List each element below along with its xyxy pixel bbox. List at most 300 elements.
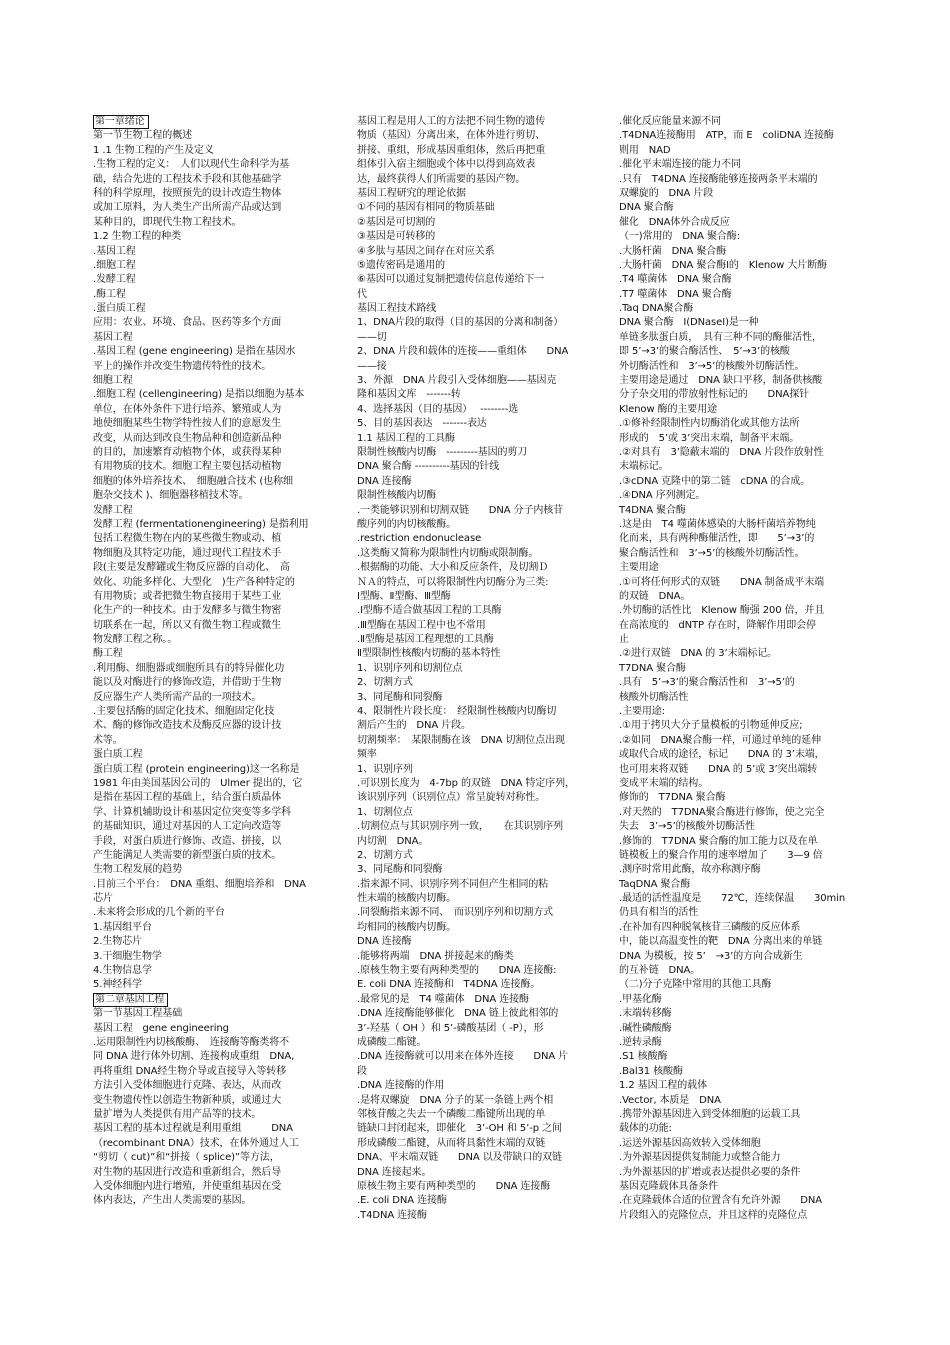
text-line [357, 647, 595, 661]
text-line [357, 432, 595, 446]
text-line-content: 邻核苷酸之失去一个磷酸二酯键所出现的单 [357, 1108, 546, 1120]
text-line [357, 604, 595, 618]
text-line [93, 763, 329, 777]
text-line [357, 1194, 595, 1208]
text-line-content: 外切酶活性和 3’→5’的核酸外切酶活性。 [619, 360, 805, 372]
text-line [93, 187, 329, 201]
text-line-content: 形成的 5’或 3’突出末端，制备平末端。 [619, 432, 800, 444]
text-line [93, 273, 329, 287]
text-line [619, 1209, 859, 1223]
text-line-content: 1.2 生物工程的种类 [93, 231, 181, 243]
text-line [93, 1137, 329, 1151]
text-line [357, 216, 595, 230]
text-line [93, 345, 329, 359]
text-line-content: .同裂酶指来源不同、 而识别序列和切割方式 [357, 907, 554, 919]
text-line [93, 820, 329, 834]
text-line [357, 878, 595, 892]
text-line-content: 胞杂交技术 )、细胞器移植技术等。 [93, 490, 249, 502]
text-line-content: 体内表达，产生出人类需要的基因。 [93, 1195, 252, 1207]
text-line [357, 259, 595, 273]
text-line-content: 止 [619, 634, 629, 646]
text-line [619, 374, 859, 388]
text-line [619, 201, 859, 215]
text-line [93, 1007, 329, 1021]
text-line [619, 719, 859, 733]
text-line-content: 的基础知识，通过对基因的人工定向改造等 [93, 821, 282, 833]
text-line [93, 719, 329, 733]
text-line-content: .催化反应能量来源不同 [619, 116, 722, 127]
text-line [357, 662, 595, 676]
text-line-content: 1.基因组平台 [93, 921, 152, 933]
text-line [357, 360, 595, 374]
text-line-content: 基因工程 [93, 331, 133, 343]
text-line [619, 849, 859, 863]
text-line-content: 酸序列的内切核酸酶。 [357, 518, 456, 530]
text-line-content: .T7 噬菌体 DNA 聚合酶 [619, 288, 732, 300]
text-line [93, 878, 329, 892]
text-line-content: DNA 聚合酶 [619, 202, 674, 214]
text-line [619, 950, 859, 964]
text-line [93, 576, 329, 590]
text-line-content: 均相同的核酸内切酶。 [357, 921, 456, 933]
text-line-content: 某种目的，即现代生物工程技术。 [93, 216, 242, 228]
text-line-content: 也可用来将双链 DNA 的 5’或 3’突出端转 [619, 763, 818, 775]
text-line-content: 基因克隆载体具备条件 [619, 1180, 718, 1192]
text-line-content: ⑤遗传密码是通用的 [357, 259, 446, 271]
text-line-content: 内切割 DNA。 [357, 835, 429, 847]
text-line [93, 590, 329, 604]
text-line-content: 变成平末端的结构。 [619, 777, 709, 789]
text-line [357, 1137, 595, 1151]
text-line-content: .利用酶、细胞器或细胞所具有的特异催化功 [93, 662, 285, 674]
text-line-content: 再将重组 DNA经生物介导或直接导入等转移 [93, 1065, 287, 1077]
text-line [93, 619, 329, 633]
text-line [619, 388, 859, 402]
text-line [93, 676, 329, 690]
text-line [93, 647, 329, 661]
text-line [619, 1137, 859, 1151]
text-line [93, 1180, 329, 1194]
text-line [619, 763, 859, 777]
text-line [357, 446, 595, 460]
text-line [93, 259, 329, 273]
text-line-content: 催化 DNA体外合成反应 [619, 216, 730, 228]
text-line-content: .基因工程 (gene engineering) 是指在基因水 [93, 346, 296, 358]
text-line [357, 302, 595, 316]
text-line [619, 1166, 859, 1180]
text-line [619, 1065, 859, 1079]
text-line [93, 216, 329, 230]
text-line [93, 302, 329, 316]
text-line-content: 反应器生产人类所需产品的一项技术。 [93, 691, 262, 703]
text-line [619, 302, 859, 316]
text-line [357, 547, 595, 561]
text-line-content: .Ⅱ型酶是基因工程理想的工具酶 [357, 634, 494, 646]
text-line [93, 705, 329, 719]
text-line-content: Ⅰ型酶、Ⅱ型酶、Ⅲ型酶 [357, 590, 451, 602]
text-line-content: .只有 T4DNA 连接酶能够连接两条平末端的 [619, 173, 818, 185]
text-line-content: .T4DNA连接酶用 ATP，而 E coliDNA 连接酶 [619, 130, 834, 142]
text-line [619, 1122, 859, 1136]
text-line-content: .④DNA 序列测定。 [619, 490, 706, 502]
text-line [619, 273, 859, 287]
text-line [93, 604, 329, 618]
text-line [357, 331, 595, 345]
text-line [619, 748, 859, 762]
text-line [357, 316, 595, 330]
text-line-content: .DNA 连接酶能够催化 DNA 链上彼此相邻的 [357, 1008, 559, 1020]
text-line-content: 的目的，加速繁育动植物个体，或获得某种 [93, 446, 282, 458]
text-line-content: .最适的活性温度是 72℃，连续保温 30min [619, 893, 846, 905]
text-line-content: .Vector, 本质是 DNA [619, 1094, 721, 1106]
text-line-content: 或加工原料，为人类生产出所需产品或达到 [93, 202, 282, 214]
text-line-content: .具有 5’→3’的聚合酶活性和 3’→5’的 [619, 677, 795, 689]
text-line-content: （二)分子克隆中常用的其他工具酶 [619, 979, 772, 991]
text-line [93, 1065, 329, 1079]
text-line [357, 230, 595, 244]
text-line-content: 1、识别序列和切割位点 [357, 662, 463, 674]
text-line [619, 316, 859, 330]
text-line [357, 403, 595, 417]
text-line [93, 748, 329, 762]
text-line-content: 或取代合成的途径，标记 DNA 的 3’末端， [619, 749, 825, 761]
text-line [619, 446, 859, 460]
text-line [619, 1180, 859, 1194]
text-line [619, 1108, 859, 1122]
text-line-content: 蛋白质工程 [93, 749, 143, 761]
text-line-content: 聚合酶活性和 3’→5’的核酸外切酶活性。 [619, 547, 805, 559]
text-line [357, 863, 595, 877]
text-line-content: 限制性核酸内切酶 ---------基因的剪刀 [357, 446, 528, 458]
text-line [357, 835, 595, 849]
text-line [619, 504, 859, 518]
text-line [357, 1094, 595, 1108]
text-line [93, 432, 329, 446]
text-line [357, 576, 595, 590]
text-line-content: 该识别序列（识别位点）常呈旋转对称性。 [357, 792, 546, 804]
text-line [619, 691, 859, 705]
text-line-content: 基因工程 gene engineering [93, 1022, 229, 1034]
text-line [93, 892, 329, 906]
text-line-content: .T4DNA 连接酶 [357, 1209, 427, 1221]
text-line [357, 374, 595, 388]
text-line [619, 705, 859, 719]
text-line-content: Klenow 酶的主要用途 [619, 403, 718, 415]
text-line-content: 4.生物信息学 [93, 965, 152, 977]
text-line-content: 础，结合先进的工程技术手段和其他基础学 [93, 173, 282, 185]
text-line [93, 547, 329, 561]
text-line [93, 460, 329, 474]
text-line-content: DNA 聚合酶 I(DNaseI)是一种 [619, 317, 759, 329]
text-line-content: 2、DNA 片段和载体的连接——重组体 DNA [357, 346, 569, 358]
text-line [93, 1022, 329, 1036]
text-line-content: 方法引入受体细胞进行克隆、表达，从而改 [93, 1080, 282, 1092]
text-line [93, 662, 329, 676]
text-line [357, 245, 595, 259]
text-line-content: .修饰的 T7DNA 聚合酶的加工能力以及在单 [619, 835, 818, 847]
text-line-content: Ⅱ型限制性核酸内切酶的基本特性 [357, 648, 501, 660]
text-line [619, 259, 859, 273]
text-line-content: ⑥基因可以通过复制把遗传信息传递给下一 [357, 274, 545, 286]
text-line-content: 分子杂交用的带放射性标记的 DNA探针 [619, 389, 810, 401]
text-line [357, 921, 595, 935]
text-line-content: .切割位点与其识别序列一致， 在其识别序列 [357, 821, 563, 833]
text-line [93, 374, 329, 388]
text-line-content: T4DNA 聚合酶 [619, 504, 686, 516]
text-line-content: 隆和基因文库 -------转 [357, 389, 461, 401]
text-line-content: .蛋白质工程 [93, 303, 146, 315]
text-line-content: .为外源基因提供复制能力或整合能力 [619, 1152, 781, 1164]
text-line [357, 950, 595, 964]
text-line-content: DNA 为模板，按 5’ →3’的方向合成新生 [619, 950, 803, 962]
text-line-content: 细胞工程 [93, 375, 133, 387]
text-line-content: 切割频率： 某限制酶在该 DNA 切割位点出现 [357, 734, 565, 746]
text-line [93, 403, 329, 417]
text-line [357, 763, 595, 777]
text-line-content: ——切 [357, 331, 387, 343]
text-line-content: 改变，从而达到改良生物品种和创造新品种 [93, 432, 282, 444]
text-line-content: .原核生物主要有两种类型的 DNA 连接酶: [357, 965, 557, 977]
text-line [357, 1122, 595, 1136]
text-line [357, 719, 595, 733]
text-line-content: .酶工程 [93, 288, 126, 300]
text-line-content: 1、切割位点 [357, 806, 413, 818]
text-line-content: 能以及对酶进行的修饰改造，并借助于生物 [93, 677, 282, 689]
text-line [619, 547, 859, 561]
text-line-content: 的互补链 DNA。 [619, 965, 701, 977]
text-line-content: 即 5’→3’的聚合酶活性、 5’→3’的核酸 [619, 346, 790, 358]
text-line-content: .未来将会形成的几个新的平台 [93, 907, 225, 919]
text-line-content: .一类能够识别和切割双链 DNA 分子内核苷 [357, 504, 564, 516]
text-line-content: 形成磷酸二酯键，从而将具黏性末端的双链 [357, 1137, 546, 1149]
text-line-content: 蛋白质工程 (protein engineering)这一名称是 [93, 763, 300, 775]
text-line-content: .大肠杆菌 DNA 聚合酶Ⅰ的 Klenow 大片断酶 [619, 259, 827, 271]
text-line-content: 3、同尾酶和同裂酶 [357, 691, 443, 703]
text-line-content: 酶工程 [93, 648, 123, 660]
text-line-content: 效化、功能多样化、大型化 )生产各种特定的 [93, 576, 295, 588]
text-line-content: 第一章绪论 [93, 115, 149, 129]
text-line-content: ③基因是可转移的 [357, 231, 436, 243]
text-line-content: 科的科学原理，按照预先的设计改造生物体 [93, 187, 282, 199]
text-line [93, 1094, 329, 1108]
text-line-content: .Ⅰ型酶不适合做基因工程的工具酶 [357, 605, 502, 617]
text-line [93, 504, 329, 518]
text-line [357, 1079, 595, 1093]
text-line [93, 1108, 329, 1122]
text-line [619, 604, 859, 618]
text-line-content: 有用物质；或者把微生物直接用于某些工业 [93, 590, 282, 602]
text-line-content: DNA 聚合酶 ----------基因的针线 [357, 461, 500, 473]
text-line-content: 同 DNA 进行体外切割、连接构成重组 DNA, [93, 1051, 295, 1063]
text-line-content: .T4 噬菌体 DNA 聚合酶 [619, 274, 732, 286]
text-line [357, 1036, 595, 1050]
column-3 [619, 115, 859, 1223]
text-line [357, 1209, 595, 1223]
text-line-content: .②如同 DNA聚合酶一样，可通过单纯的延伸 [619, 734, 821, 746]
text-line [93, 835, 329, 849]
text-line [619, 403, 859, 417]
text-line-content: 1、DNA片段的取得（目的基因的分离和制备） [357, 317, 564, 329]
text-line-content: 失去 3’→5’的核酸外切酶活性 [619, 821, 755, 833]
text-line [93, 964, 329, 978]
text-line [93, 518, 329, 532]
text-line [93, 777, 329, 791]
text-line-content: 则用 NAD [619, 144, 671, 156]
text-line [619, 892, 859, 906]
text-line-content: ②基因是可切割的 [357, 216, 436, 228]
text-line-content: 原核生物主要有两种类型的 DNA 连接酶 [357, 1180, 551, 1192]
text-line-content: .是将双螺旋 DNA 分子的某一条链上两个相 [357, 1094, 554, 1106]
text-line [357, 489, 595, 503]
text-line [619, 129, 859, 143]
text-line [619, 993, 859, 1007]
text-line [619, 518, 859, 532]
text-line [619, 633, 859, 647]
text-line [357, 144, 595, 158]
text-line [619, 489, 859, 503]
text-line [357, 417, 595, 431]
text-line-content: 第二章基因工程 [93, 993, 168, 1007]
text-line [93, 417, 329, 431]
text-line-content: .指来源不同、识别序列不同但产生相同的粘 [357, 878, 549, 890]
text-line-content: .①修补经限制性内切酶消化或其他方法所 [619, 418, 800, 430]
text-line [357, 158, 595, 172]
text-line-content: .基因工程 [93, 245, 136, 257]
text-line [619, 777, 859, 791]
text-line-content: .restriction endonuclease [357, 533, 482, 545]
text-line [357, 532, 595, 546]
text-line-content: .大肠杆菌 DNA 聚合酶 [619, 245, 727, 257]
text-line [93, 978, 329, 992]
text-line [619, 1007, 859, 1021]
text-line [93, 331, 329, 345]
text-line-content: .细胞工程 [93, 259, 136, 271]
text-line [357, 1065, 595, 1079]
text-line-content: 物发酵工程之称。。 [93, 634, 178, 646]
text-line [93, 1079, 329, 1093]
text-line-content: ①不同的基因有相同的物质基础 [357, 202, 495, 214]
text-line-content: .②进行双链 DNA 的 3’末端标记。 [619, 648, 778, 660]
text-line-content: 对生物的基因进行改造和重新组合，然后导 [93, 1166, 282, 1178]
text-line-content: 基因工程是用人工的方法把不同生物的遗传 [357, 116, 546, 127]
text-line [93, 1194, 329, 1208]
text-line-content: 4、限制性片段长度： 经限制性核酸内切酶切 [357, 706, 557, 718]
text-line [619, 906, 859, 920]
text-line [619, 1022, 859, 1036]
text-line-content: 片段组入的克隆位点，并且这样的克隆位点 [619, 1209, 808, 1221]
text-line-content: 地使细胞某些生物学特性按人们的意愿发生 [93, 418, 282, 430]
text-line [619, 331, 859, 345]
text-line [93, 129, 329, 143]
text-line-content: TaqDNA 聚合酶 [619, 878, 691, 890]
text-line [619, 935, 859, 949]
text-line-content: 包括工程微生物在内的某些微生物或动、植 [93, 533, 282, 545]
text-line [357, 288, 595, 302]
text-line-content: ＮＡ的特点，可以将限制性内切酶分为三类: [357, 576, 549, 588]
text-line [93, 1050, 329, 1064]
text-line [357, 806, 595, 820]
text-line-content: 修饰的 T7DNA 聚合酶 [619, 792, 726, 804]
text-line [93, 561, 329, 575]
text-line [357, 561, 595, 575]
text-line [619, 532, 859, 546]
text-line-content: 切联系在一起，所以又有微生物工程或微生 [93, 619, 282, 631]
text-line-content: .逆转录酶 [619, 1037, 662, 1048]
text-line-content: .甲基化酶 [619, 993, 662, 1005]
text-line [93, 1122, 329, 1136]
chapter-heading [93, 115, 329, 129]
text-line [93, 791, 329, 805]
text-line-content: 3、同尾酶和同裂酶 [357, 864, 443, 876]
text-line-content: .①用于拷贝大分子量模板的引物延伸反应; [619, 720, 803, 732]
text-line-content: 链缺口封闭起来，即催化 3’-OH 和 5’-p 之间 [357, 1123, 562, 1135]
text-line [357, 1050, 595, 1064]
text-line [619, 173, 859, 187]
text-line [93, 158, 329, 172]
text-line [357, 388, 595, 402]
text-line [357, 978, 595, 992]
text-line-content: （一)常用的 DNA 聚合酶: [619, 231, 740, 243]
text-line-content: .DNA 连接酶就可以用来在体外连接 DNA 片 [357, 1051, 569, 1063]
text-line-content: 5、目的基因表达 -------表达 [357, 418, 487, 430]
text-line [93, 245, 329, 259]
text-line [93, 734, 329, 748]
text-line-content: 是指在基因工程的基础上，结合蛋白质晶体 [93, 792, 282, 804]
text-line-content: 链模板上的聚合作用的速率增加了 3—9 倍 [619, 849, 823, 861]
text-line [93, 144, 329, 158]
text-line [357, 691, 595, 705]
text-line [619, 245, 859, 259]
text-line-content: 1981 年由美国基因公司的 Ulmer 提出的，它 [93, 777, 303, 789]
text-line [357, 791, 595, 805]
text-line [357, 906, 595, 920]
text-line [357, 935, 595, 949]
text-line-content: 达，最终获得人们所需要的基因产物。 [357, 173, 526, 185]
text-line-content: 发酵工程 (fermentationengineering) 是指利用 [93, 518, 309, 530]
text-line-content: （recombinant DNA）技术，在体外通过人工 [93, 1137, 299, 1149]
text-line [619, 475, 859, 489]
text-line [619, 115, 859, 129]
text-line-content: 物质（基因）分离出来，在体外进行剪切、 [357, 130, 546, 142]
text-line-content: DNA 连接起来。 [357, 1166, 432, 1178]
text-line [93, 921, 329, 935]
text-line-content: 在高浓度的 dNTP 存在时，降解作用即会停 [619, 619, 816, 631]
text-line-content: 5.神经科学 [93, 979, 142, 991]
text-line [619, 590, 859, 604]
text-line [357, 345, 595, 359]
text-line-content: 2、切割方式 [357, 677, 413, 689]
text-line-content: .外切酶的活性比 Klenow 酶强 200 倍，并且 [619, 605, 825, 617]
text-line-content: .能够将两端 DNA 拼接起来的酶类 [357, 950, 514, 962]
text-line-content: T7DNA 聚合酶 [619, 662, 686, 674]
text-line-content: 3、外源 DNA 片段引入受体细胞——基因克 [357, 375, 557, 387]
text-line-content: “剪切（ cut)”和“拼接（ splice)”等方法， [93, 1152, 280, 1164]
text-line [93, 230, 329, 244]
text-line [619, 619, 859, 633]
text-line-content: E. coli DNA 连接酶和 T4DNA 连接酶。 [357, 979, 541, 991]
text-line-content: 组体引入宿主细胞或个体中以得到高效表 [357, 159, 536, 171]
text-line [93, 446, 329, 460]
text-line-content: .Taq DNA聚合酶 [619, 303, 694, 315]
text-line [619, 187, 859, 201]
text-line [93, 633, 329, 647]
text-line [357, 748, 595, 762]
text-line-content: 1.1 基因工程的工具酶 [357, 432, 455, 444]
text-line-content: 3.干细胞生物学 [93, 950, 162, 962]
text-line [619, 662, 859, 676]
text-line-content: 变生物遗传性以创造生物新种质，或通过大 [93, 1094, 282, 1106]
text-line-content: .携带外源基因进入到受体细胞的运载工具 [619, 1108, 801, 1120]
